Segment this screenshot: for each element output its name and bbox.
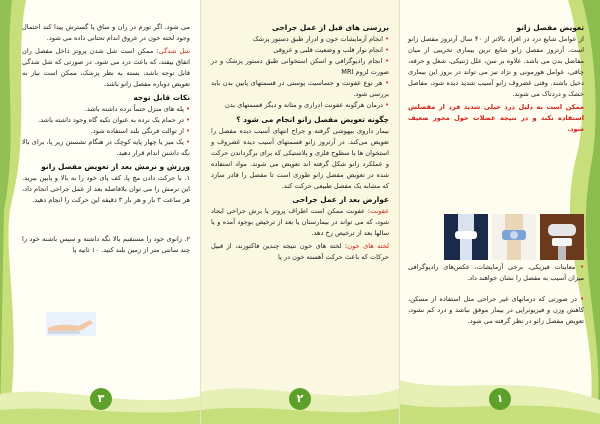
note-item: • در حمام یک نرده به عنوان تکیه گاه وجود داشته باشد. bbox=[22, 115, 190, 126]
clot-continued-paragraph: می شود. اگر تورم در ران و ساق پا گسترش پیدا کند احتمال وجود لخته خون در عروق اندام تحتانی داده می شود. bbox=[22, 23, 190, 42]
note-item: • پله های منزل حتماً نرده داشته باشد. bbox=[22, 104, 190, 115]
infection-label: عفونت bbox=[370, 207, 389, 215]
page-number-3: ۳ bbox=[90, 388, 112, 410]
heading-preop-checks: بررسی های قبل از عمل جراحی bbox=[271, 23, 389, 32]
xray-knee-icon bbox=[444, 214, 488, 260]
note-item: • از توالت فرنگی بلند استفاده شود. bbox=[22, 126, 190, 137]
knee-images-strip bbox=[444, 214, 584, 260]
panel-page-1 bbox=[400, 0, 600, 424]
page-3-content bbox=[22, 22, 190, 258]
heading-exercise: ورزش و نرمش بعد از تعویض مفصل زانو bbox=[41, 162, 190, 171]
heading-knee-replacement: تعویض مفصل زانو bbox=[516, 23, 584, 32]
panel-page-3 bbox=[0, 0, 200, 424]
exercise-2: ۲. زانوی خود را مستقیم بالا نگه داشته و سپس باشنه خود را چند سانتی متر از زمین بلند کنید. ۱۰ ثانیه پا bbox=[22, 235, 190, 254]
page-2-content bbox=[211, 22, 389, 265]
infection-text: : عفونت ممکن است اطراف پروتز یا برش جراحی ایجاد شود، که می تواند در بیمارستان یا بعد از ترخیص بوجود آمده و یا سالها بعد از ترخیص رخ دهد. bbox=[211, 207, 389, 237]
intro-paragraph: از عوامل شایع درد در افراد بالاتر از ۴۰ سال آرتروز مفصل زانو است. آرتروز مفصل زانو شایع ترین بیماری تخریبی از میان مفاصل بدن می باشد. علاوه بر سن، علل ژنتیکی، شغل و حرفه، چاقی، عوامل هورمونی و نژاد نیز می تواند در بروز این بیماری دخیل باشند. وقتی غضروف زانو آسیب شدید دیده شود، مفاصل خشک و دردناک می شوند. bbox=[408, 35, 585, 98]
how-performed-paragraph: بیمار داروی بیهوشی گرفته و جراح انتهای آسیب دیده مفصل را تعویض می‌کند. در آرتروز زانو قسمتهای آسیب دیده غضروف و استخوان ها با سطوح فلزی و پلاستیکی که برای برگرداندن حرکت و عملکرد زانو شکل گرفته اند تعویض می شوند. مواد استفاده شده در تعویض مفصل زانو طوری است تا مفصل را قادر سازد که مشابه یک مفصل طبیعی حرکت کند. bbox=[211, 127, 389, 190]
preop-item: • انجام رادیوگرافی و اسکن استخوانی طبق دستور پزشک و در صورت لزوم MRI bbox=[211, 56, 389, 78]
surgery-decision-paragraph: • در صورتی که درمانهای غیر جراحی مثل استفاده از مسکن، کاهش وزن و فیزیوتراپی در بیمار موفق نباشد و درد کم نشود، تعویض مفصل زانو در نظر گرفته می شود. bbox=[408, 294, 584, 327]
knee-prosthesis-icon bbox=[540, 214, 584, 260]
knee-anatomy-icon bbox=[492, 214, 536, 260]
page-1-content bbox=[408, 22, 584, 137]
heading-notes: نکات قابل توجه bbox=[133, 93, 190, 102]
exam-paragraph: • معاینات فیزیکی، برخی آزمایشات، عکس‌های رادیوگرافی میزان آسیب به مفصل را نشان خواهند داد. bbox=[408, 262, 584, 284]
clot-text: : لخته های خون نتیجه چندین فاکتورند، از قبیل حرکات که باعث حرکت آهسته خون در پا bbox=[211, 242, 389, 261]
preop-item: • انجام آزمایشات خون و ادرار طبق دستور پزشک bbox=[211, 34, 389, 45]
looseness-label: شل شدگی bbox=[158, 47, 190, 55]
preop-item: • انجام نوار قلب و وضعیت قلبی و عروقی bbox=[211, 45, 389, 56]
leg-exercise-illustration bbox=[46, 312, 96, 336]
preop-item: • هر نوع عفونت و حساسیت پوستی در قسمتهای پایین بدن باید بررسی شود. bbox=[211, 78, 389, 100]
panel-page-2 bbox=[200, 0, 400, 424]
page-1-lower-content bbox=[408, 262, 584, 329]
page-number-1: ۱ bbox=[489, 388, 511, 410]
heading-complications: عوارض بعد از عمل جراحی bbox=[292, 195, 389, 204]
clot-label: لخته های خون bbox=[347, 242, 389, 250]
looseness-text: : ممکن است شل شدن پروتز داخل مفصل ران اتفاق بیفتد، که باعث درد می شود. در صورتی که شل شدگی قابل توجه باشد، بسته به نظر پزشک، ممکن است نیاز به تعویض دوباره مفصل زانو باشد. bbox=[22, 47, 190, 88]
exercise-1: ۱. با حرکت دادن مچ پا، کف پای خود را به بالا و پایین ببرید. این نرمش را می توان بلافاصله بعد از عمل جراحی انجام داد، هر ساعت ۳ بار و هر بار ۳ دقیقه این حرکت را انجام دهید. bbox=[22, 174, 190, 204]
note-item: • یک میز یا چهار پایه کوچک در هنگام نشستن زیر پا، برای بالا نگه داشتن اندام قرار دهید. bbox=[22, 137, 190, 159]
preop-item: • درمان هرگونه عفونت ادراری و مثانه و دیگر قسمتهای بدن bbox=[211, 100, 389, 111]
highlight-paragraph: ممکن است به دلیل درد خیلی شدید فرد از مفصلش استفاده نکند و در نتیجه عضلات حول محور ضعیف شود. bbox=[408, 103, 584, 133]
heading-how-performed: چگونه تعویض مفصل زانو انجام می شود ؟ bbox=[236, 115, 389, 124]
page-number-2: ۲ bbox=[289, 388, 311, 410]
